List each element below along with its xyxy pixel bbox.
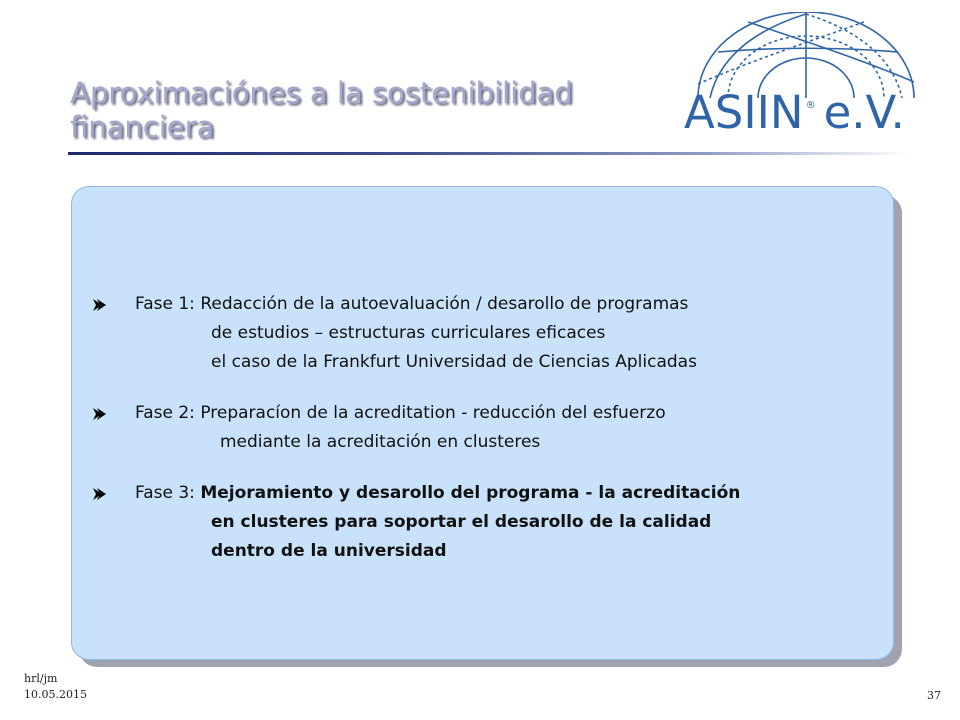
fase-1-line-3: el caso de la Frankfurt Universidad de Ciencias Aplicadas [211, 352, 697, 372]
fase-3-line-3: dentro de la universidad [211, 541, 447, 561]
bullet-item-fase-1 [90, 290, 880, 377]
fase-1-line-1: Redacción de la autoevaluación / desarollo de programas [200, 294, 689, 314]
slide-footer [24, 671, 87, 703]
footer-date: 10.05.2015 [24, 688, 87, 701]
slide-title-line-2: financiera [70, 110, 215, 144]
title-divider [68, 152, 910, 155]
bullet-item-fase-2 [90, 399, 880, 457]
registered-mark: ® [805, 100, 816, 111]
asiin-logo [684, 86, 905, 139]
fase-2-line-1: Preparacíon de la acreditation - reducción del esfuerzo [200, 403, 666, 423]
fase-1-label: Fase 1: [135, 294, 195, 314]
fase-3-line-2: en clusteres para soportar el desarollo de la calidad [211, 512, 712, 532]
bullet-list [90, 290, 880, 588]
fase-2-label: Fase 2: [135, 403, 195, 423]
page-number: 37 [927, 689, 941, 702]
slide-title-line-1: Aproximaciónes a la sostenibilidad [70, 76, 573, 110]
logo-name: ASIIN [684, 86, 804, 139]
bullet-item-fase-3 [90, 479, 880, 566]
fase-3-label: Fase 3: [135, 483, 195, 503]
fase-3-line-1: Mejoramiento y desarollo del programa - la acreditación [200, 483, 741, 503]
arrow-bullet-icon [90, 290, 110, 319]
logo-suffix: e.V. [823, 86, 905, 139]
fase-2-line-2: mediante la acreditación en clusteres [220, 432, 541, 452]
slide-title [70, 76, 630, 144]
arrow-bullet-icon [90, 479, 110, 508]
footer-author: hrl/jm [24, 672, 58, 685]
fase-1-line-2: de estudios – estructuras curriculares eficaces [211, 323, 606, 343]
arrow-bullet-icon [90, 399, 110, 428]
